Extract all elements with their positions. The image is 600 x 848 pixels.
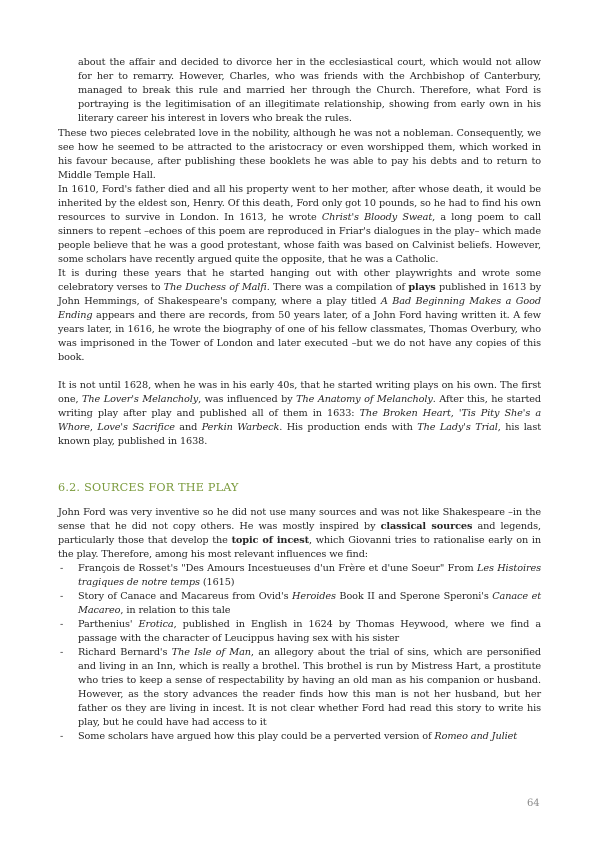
page-number: 64 (527, 798, 540, 809)
paragraph-own-plays: It is not until 1628, when he was in his early 40s, that he started writing plays on his own. The first one, The Lover's Melancholy, was influenced by The Anatomy of Melancholy. After this, he started writing play after play and published all of them in 1633: The Broken Heart, 'Tis Pity She's a Whore, Love's Sacrifice and Perkin Warbeck. His production ends with The Lady's Trial, his last known play, published in 1638. (58, 380, 542, 447)
list-item: - Some scholars have argued how this play could be a perverted version of Romeo and Juliet (60, 731, 518, 742)
section-number: 6.2. (58, 481, 81, 494)
list-item: - Richard Bernard's The Isle of Man, an allegory about the trial of sins, which are personified and living in an Inn, which is really a brothel. This brothel is run by Mistress Hart, a prostitute who tries to keep a sense of respectability by having an old man as his companion or husband. However, as the story advances the reader finds how this man is not her husband, but her father os they are living in incest. It is not clear whether Ford had read this story to write his play, but he could have had access to it (60, 647, 542, 728)
paragraph-divorce-continuation: about the affair and decided to divorce her in the ecclesiastical court, which would not allow for her to remarry. However, Charles, who was friends with the Archbishop of Canterbury, managed to break this rule and married her through the Church. Therefore, what Ford is portraying is the legitimisation of an illegitimate relationship, showing from early own in his literary career his interest in lovers who break the rules. (78, 57, 541, 124)
bullet-dash: - (60, 647, 64, 658)
paragraph-nobility: These two pieces celebrated love in the nobility, although he was not a nobleman. Consequently, we see how he seemed to be attracted to the aristocracy or even worshipped them, which worked in his favour because, after publishing these booklets he was able to pay his debts and to return to Middle Temple Hall. (58, 128, 541, 181)
list-item: - François de Rosset's "Des Amours Incestueuses d'un Frère et d'une Soeur" From Les Histoires tragiques de notre temps (1615) (60, 563, 541, 588)
list-item: - Story of Canace and Macareus from Ovid's Heroides Book II and Sperone Speroni's Canace et Macareo, in relation to this tale (60, 591, 541, 616)
paragraph-playwrights: It is during these years that he started hanging out with other playwrights and wrote some celebratory verses to The Duchess of Malfi. There was a compilation of plays published in 1613 by John Hemmings, of Shakespeare's company, where a play titled A Bad Beginning Makes a Good Ending appears and there are records, from 50 years later, of a John Ford having written it. A few years later, in 1616, he wrote the biography of one of his fellow classmates, Thomas Overbury, who was imprisoned in the Tower of London and later executed –but we do not have any copies of this book. (58, 268, 541, 363)
paragraph-sources-intro: John Ford was very inventive so he did not use many sources and was not like Shakespeare –in the sense that he did not copy others. He was mostly inspired by classical sources and legends, particularly those that develop the topic of incest, which Giovanni tries to rationalise early on in the play. Therefore, among his most relevant influences we find: (58, 507, 541, 560)
paragraph-father-death: In 1610, Ford's father died and all his property went to her mother, after whose death, it would be inherited by the eldest son, Henry. Of this death, Ford only got 10 pounds, so he had to find his own resources to survive in London. In 1613, he wrote Christ's Bloody Sweat, a long poem to call sinners to repent –echoes of this poem are reproduced in Friar's dialogues in the play– which made people believe that he was a good protestant, whose faith was based on Calvinist beliefs. However, some scholars have recently argued quite the opposite, that he was a Catholic. (58, 184, 542, 265)
list-item: - Parthenius' Erotica, published in English in 1624 by Thomas Heywood, where we find a passage with the character of Leucippus having sex with his sister (60, 619, 541, 644)
bullet-dash: - (60, 563, 64, 574)
sources-list (58, 562, 541, 744)
bullet-dash: - (60, 619, 64, 630)
bullet-dash: - (60, 731, 64, 742)
section-heading (58, 481, 541, 495)
section-title: SOURCES FOR THE PLAY (84, 481, 239, 494)
bullet-dash: - (60, 591, 64, 602)
